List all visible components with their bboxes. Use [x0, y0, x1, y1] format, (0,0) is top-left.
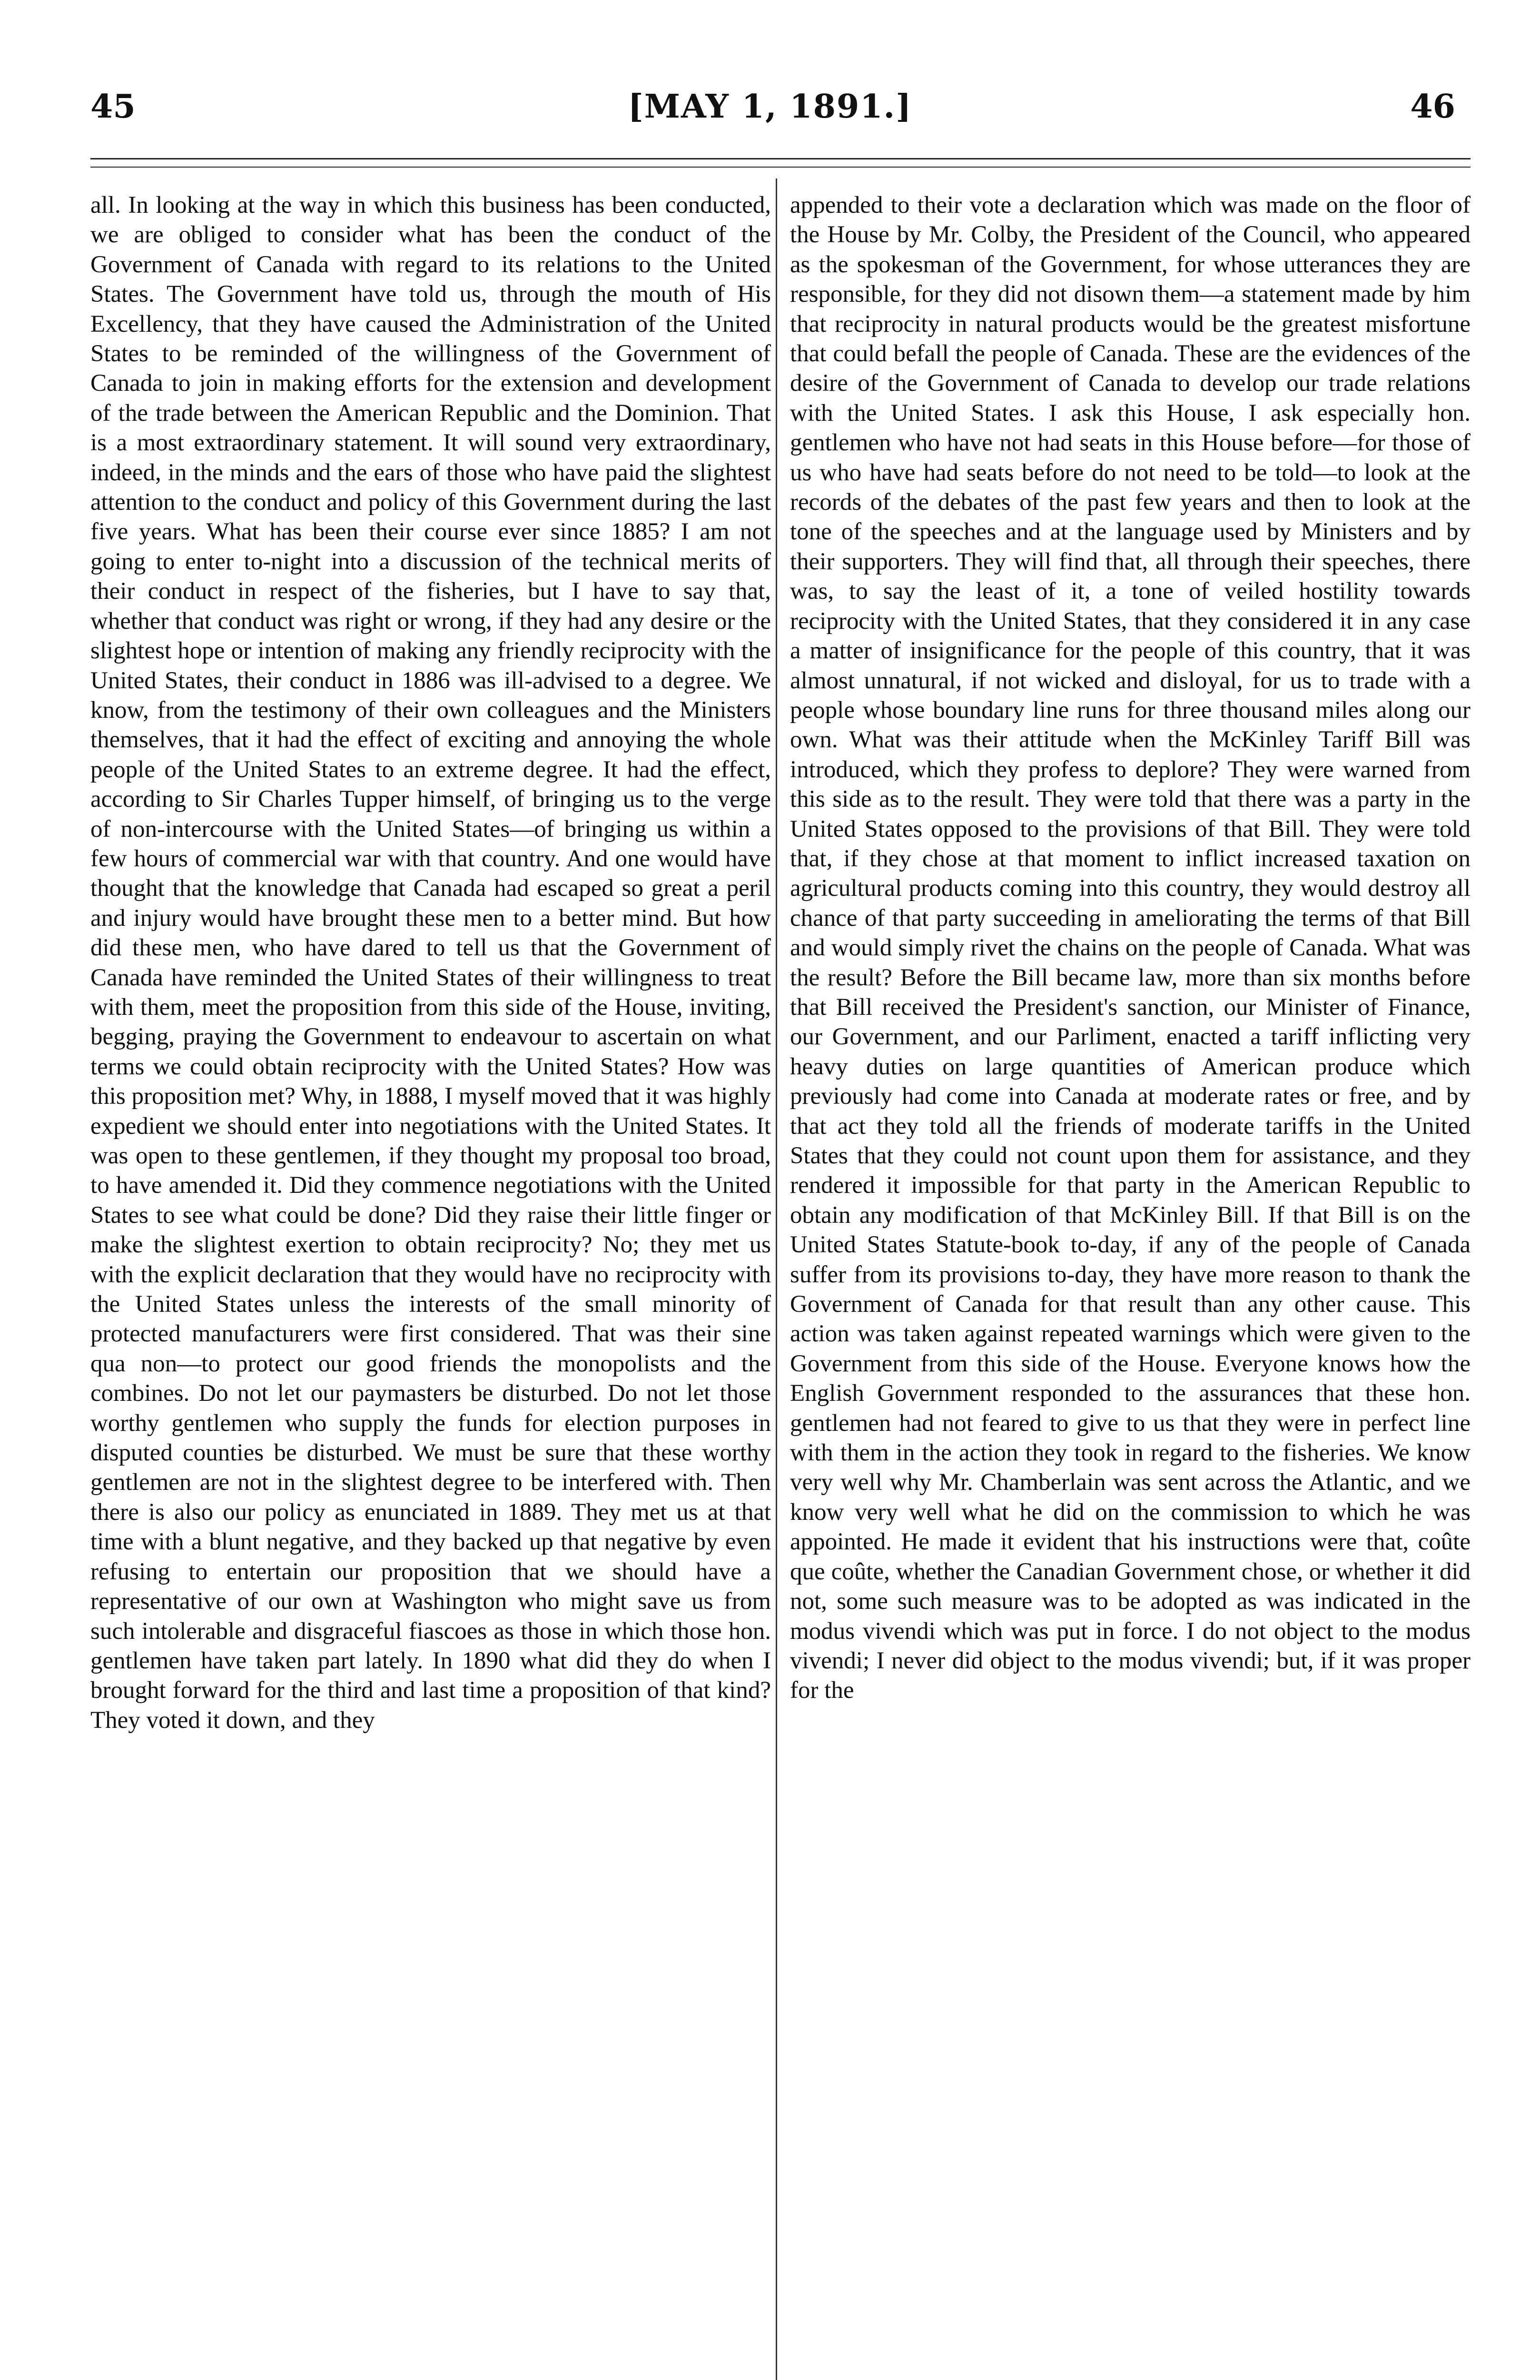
- header-rule-secondary: [90, 167, 1471, 168]
- right-column: [790, 190, 1471, 2380]
- left-column-paragraph: all. In looking at the way in which this business has been conducted, we are obliged to consider what has been the conduct of the Government of Canada with regard to its relations to the United States. The Government have told us, through the mouth of His Excellency, that they have caused the Administration of the United States to be reminded of the willingness of the Government of Canada to join in making efforts for the extension and development of the trade between the American Republic and the Dominion. That is a most extraordinary statement. It will sound very extraordinary, indeed, in the minds and the ears of those who have paid the slightest attention to the conduct and policy of this Government during the last five years. What has been their course ever since 1885? I am not going to enter to-night into a discussion of the technical merits of their conduct in respect of the fisheries, but I have to say that, whether that conduct was right or wrong, if they had any desire or the slightest hope or intention of making any friendly reciprocity with the United States, their conduct in 1886 was ill-advised to a degree. We know, from the testimony of their own colleagues and the Ministers themselves, that it had the effect of exciting and annoying the whole people of the United States to an extreme degree. It had the effect, according to Sir Charles Tupper himself, of bringing us to the verge of non-intercourse with the United States—of bringing us within a few hours of commercial war with that country. And one would have thought that the knowledge that Canada had escaped so great a peril and injury would have brought these men to a better mind. But how did these men, who have dared to tell us that the Government of Canada have reminded the United States of their willingness to treat with them, meet the proposition from this side of the House, inviting, begging, praying the Government to endeavour to ascertain on what terms we could obtain reciprocity with the United States? How was this proposition met? Why, in 1888, I myself moved that it was highly expedient we should enter into negotiations with the United States. It was open to these gentlemen, if they thought my proposal too broad, to have amended it. Did they commence negotiations with the United States to see what could be done? Did they raise their little finger or make the slightest exertion to obtain reciprocity? No; they met us with the explicit declaration that they would have no reciprocity with the United States unless the interests of the small minority of protected manufacturers were first considered. That was their sine qua non—to protect our good friends the monopolists and the combines. Do not let our paymasters be disturbed. Do not let those worthy gentlemen who supply the funds for election purposes in disputed counties be disturbed. We must be sure that these worthy gentlemen are not in the slightest degree to be interfered with. Then there is also our policy as enunciated in 1889. They met us at that time with a blunt negative, and they backed up that negative by even refusing to entertain our proposition that we should have a representative of our own at Washington who might save us from such intolerable and disgraceful fiascoes as those in which those hon. gentlemen have taken part lately. In 1890 what did they do when I brought forward for the third and last time a proposition of that kind? They voted it down, and they: [90, 192, 771, 1734]
- header-rule: [90, 158, 1471, 159]
- page-number-right: 46: [1410, 88, 1455, 126]
- column-divider: [776, 178, 777, 2380]
- page-number-left: 45: [90, 88, 136, 126]
- page-date: [MAY 1, 1891.]: [628, 88, 912, 126]
- right-column-paragraph: appended to their vote a declaration which was made on the floor of the House by Mr. Colby, the President of the Council, who appeared as the spokesman of the Government, for whose utterances they are responsible, for they did not disown them—a statement made by him that reciprocity in natural products would be the greatest misfortune that could befall the people of Canada. These are the evidences of the desire of the Government of Canada to develop our trade relations with the United States. I ask this House, I ask especially hon. gentlemen who have not had seats in this House before—for those of us who have had seats before do not need to be told—to look at the records of the debates of the past few years and then to look at the tone of the speeches and at the language used by Ministers and by their supporters. They will find that, all through their speeches, there was, to say the least of it, a tone of veiled hostility towards reciprocity with the United States, that they considered it in any case a matter of insignificance for the people of this country, that it was almost unnatural, if not wicked and disloyal, for us to trade with a people whose boundary line runs for three thousand miles along our own. What was their attitude when the McKinley Tariff Bill was introduced, which they profess to deplore? They were warned from this side as to the result. They were told that there was a party in the United States opposed to the provisions of that Bill. They were told that, if they chose at that moment to inflict increased taxation on agricultural products coming into this country, they would destroy all chance of that party succeeding in ameliorating the terms of that Bill and would simply rivet the chains on the people of Canada. What was the result? Before the Bill became law, more than six months before that Bill received the President's sanction, our Minister of Finance, our Government, and our Parliment, enacted a tariff inflicting very heavy duties on large quantities of American produce which previously had come into Canada at moderate rates or free, and by that act they told all the friends of moderate tariffs in the United States that they could not count upon them for assistance, and they rendered it impossible for that party in the American Republic to obtain any modification of that McKinley Bill. If that Bill is on the United States Statute-book to-day, if any of the people of Canada suffer from its provisions to-day, they have more reason to thank the Government of Canada for that result than any other cause. This action was taken against repeated warnings which were given to the Government from this side of the House. Everyone knows how the English Government responded to the assurances that these hon. gentlemen had not feared to give to us that they were in perfect line with them in the action they took in regard to the fisheries. We know very well why Mr. Chamberlain was sent across the Atlantic, and we know very well what he did on the commission to which he was appointed. He made it evident that his instructions were that, coûte que coûte, whether the Canadian Government chose, or whether it did not, some such measure was to be adopted as was indicated in the modus vivendi which was put in force. I do not object to the modus vivendi; I never did object to the modus vivendi; but, if it was proper for the: [790, 192, 1471, 1704]
- left-column: [90, 190, 771, 2380]
